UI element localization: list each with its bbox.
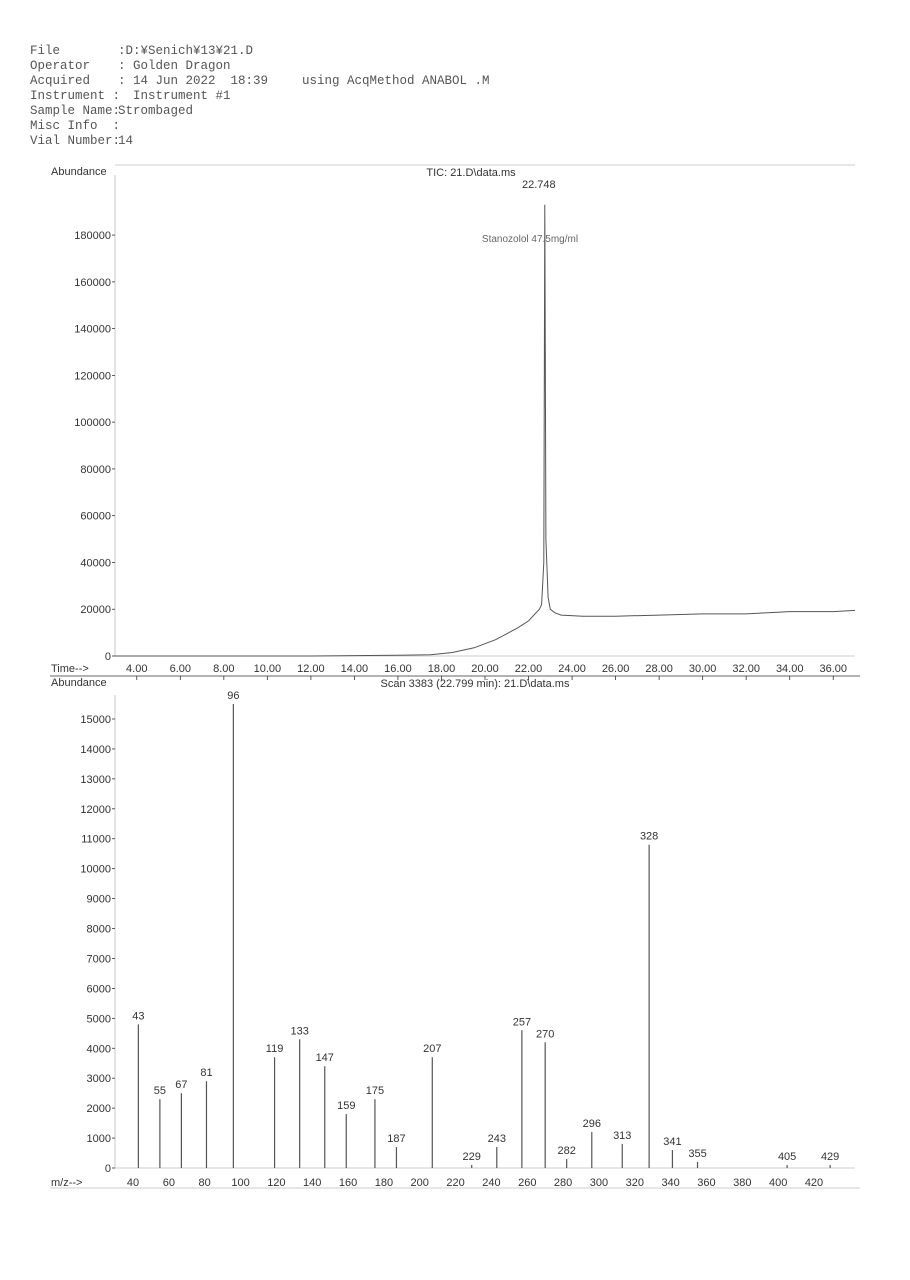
ms-x-tick-label: 360 [697,1177,716,1189]
ms-x-tick-label: 80 [198,1177,211,1189]
ms-peak-label: 282 [557,1145,576,1158]
ms-peak-label: 429 [820,1151,840,1164]
ms-peak-label: 243 [487,1133,506,1146]
ms-x-tick-label: 420 [804,1177,824,1189]
ms-y-tick-label: 5000 [86,1013,111,1026]
tic-x-tick-label: 6.00 [169,663,192,675]
ms-x-tick-label: 180 [374,1177,394,1189]
ms-y-tick-label: 2000 [86,1103,111,1116]
tic-x-tick-label: 18.00 [427,663,456,675]
tic-y-tick-label: 100000 [74,417,111,430]
tic-x-tick-label: 10.00 [253,663,282,675]
tic-y-axis-label: Abundance [51,166,107,178]
file-value: :D:¥Senich¥13¥21.D [118,44,254,58]
acquired-key: Acquired [30,74,91,88]
tic-x-tick-label: 16.00 [384,663,412,675]
operator-value: : Golden Dragon [118,59,231,73]
mass-spectrum [50,677,860,1189]
ms-x-tick-label: 300 [589,1177,609,1189]
ms-y-tick-label: 15000 [80,714,111,726]
ms-peak-label: 119 [265,1043,284,1056]
ms-y-tick-label: 0 [104,1163,111,1175]
tic-x-tick-label: 4.00 [126,663,148,675]
tic-x-tick-label: 12.00 [297,663,325,675]
instrument-key: Instrument : [30,89,121,103]
ms-x-tick-label: 40 [126,1177,140,1189]
ms-peak-label: 207 [423,1043,442,1056]
tic-x-tick-label: 36.00 [819,663,848,675]
ms-y-tick-label: 11000 [81,833,111,846]
tic-x-tick-label: 28.00 [645,663,673,675]
ms-x-tick-label: 260 [518,1177,537,1189]
tic-title: TIC: 21.D\data.ms [426,167,516,179]
ms-x-tick-label: 140 [303,1177,322,1189]
file-key: File [30,44,61,58]
tic-y-tick-label: 180000 [74,230,111,243]
sample-value: Strombaged [118,104,194,118]
ms-y-tick-label: 13000 [80,773,111,786]
tic-x-tick-label: 32.00 [732,663,760,675]
tic-annotation: Stanozolol 47.5mg/ml [481,234,579,245]
ms-y-tick-label: 7000 [86,953,111,966]
tic-y-tick-label: 140000 [74,323,111,336]
ms-peak-label: 405 [777,1151,797,1164]
ms-y-tick-label: 12000 [80,803,111,816]
ms-peak-label: 96 [227,690,240,703]
tic-x-tick-label: 30.00 [688,663,717,675]
ms-x-tick-label: 120 [267,1177,286,1189]
ms-peak-label: 67 [175,1079,188,1092]
ms-peak-label: 313 [613,1130,632,1143]
ms-x-tick-label: 380 [733,1177,752,1189]
ms-y-tick-label: 9000 [86,893,111,906]
ms-y-tick-label: 4000 [86,1043,111,1056]
ms-peak-label: 175 [365,1085,385,1098]
ms-x-tick-label: 280 [553,1177,573,1189]
ms-peak-label: 355 [688,1148,707,1161]
tic-y-tick-label: 40000 [80,557,111,570]
ms-peak-label: 296 [582,1118,601,1131]
tic-y-tick-label: 20000 [80,604,111,617]
tic-x-tick-label: 26.00 [601,663,630,675]
tic-x-tick-label: 20.00 [471,663,499,675]
ms-x-tick-label: 220 [446,1177,465,1189]
operator-key: Operator [30,59,91,73]
ms-peak-label: 270 [536,1028,555,1041]
tic-x-tick-label: 14.00 [340,663,369,675]
misc-key: Misc Info : [30,119,121,133]
ms-peak-label: 147 [315,1052,334,1065]
ms-peak-label: 187 [387,1133,406,1146]
ms-y-tick-label: 6000 [86,983,111,996]
ms-peak-label: 133 [290,1025,309,1038]
tic-x-tick-label: 34.00 [775,663,804,675]
ms-title: Scan 3383 (22.799 min): 21.D\data.ms [380,678,570,690]
ms-y-tick-label: 8000 [86,923,111,936]
ms-y-tick-label: 10000 [80,863,111,876]
vial-value: 14 [118,134,134,148]
ms-x-tick-label: 320 [625,1177,644,1189]
ms-x-tick-label: 100 [231,1177,250,1189]
ms-peak-label: 55 [153,1085,167,1098]
ms-x-tick-label: 200 [410,1177,429,1189]
ms-y-tick-label: 3000 [86,1073,111,1086]
instrument-value: Instrument #1 [118,89,231,103]
ms-peak-label: 328 [639,830,659,843]
sample-key: Sample Name: [30,104,121,118]
tic-x-tick-label: 22.00 [514,663,543,675]
ms-y-tick-label: 14000 [80,743,111,756]
ms-peak-label: 43 [132,1010,145,1023]
acquired-value: : 14 Jun 2022 18:39 [118,74,269,88]
tic-y-tick-label: 80000 [80,463,111,476]
tic-x-axis-label: Time--> [51,663,89,675]
ms-x-tick-label: 340 [661,1177,680,1189]
ms-x-tick-label: 400 [768,1177,788,1189]
ms-y-tick-label: 1000 [86,1133,111,1146]
ms-peak-label: 341 [663,1136,682,1149]
ms-peak-label: 81 [200,1067,213,1080]
ms-peak-label: 159 [337,1100,356,1113]
tic-x-tick-label: 8.00 [213,663,235,675]
ms-x-tick-label: 160 [338,1177,358,1189]
tic-x-tick-label: 24.00 [558,663,586,675]
tic-chromatogram [50,165,860,680]
tic-y-tick-label: 160000 [74,276,111,289]
ms-peak-label: 257 [512,1016,532,1029]
ms-y-axis-label: Abundance [51,677,107,689]
ms-peak-label: 229 [462,1151,481,1164]
tic-y-tick-label: 120000 [74,370,111,383]
ms-x-axis-label: m/z--> [51,1177,83,1189]
acquisition-method: using AcqMethod ANABOL .M [302,74,490,88]
vial-key: Vial Number: [30,134,121,148]
ms-x-tick-label: 60 [162,1177,175,1189]
tic-peak-label: 22.748 [521,179,556,191]
tic-y-tick-label: 60000 [80,510,111,523]
tic-trace [115,205,855,656]
tic-y-tick-label: 0 [104,651,111,663]
ms-x-tick-label: 240 [482,1177,501,1189]
